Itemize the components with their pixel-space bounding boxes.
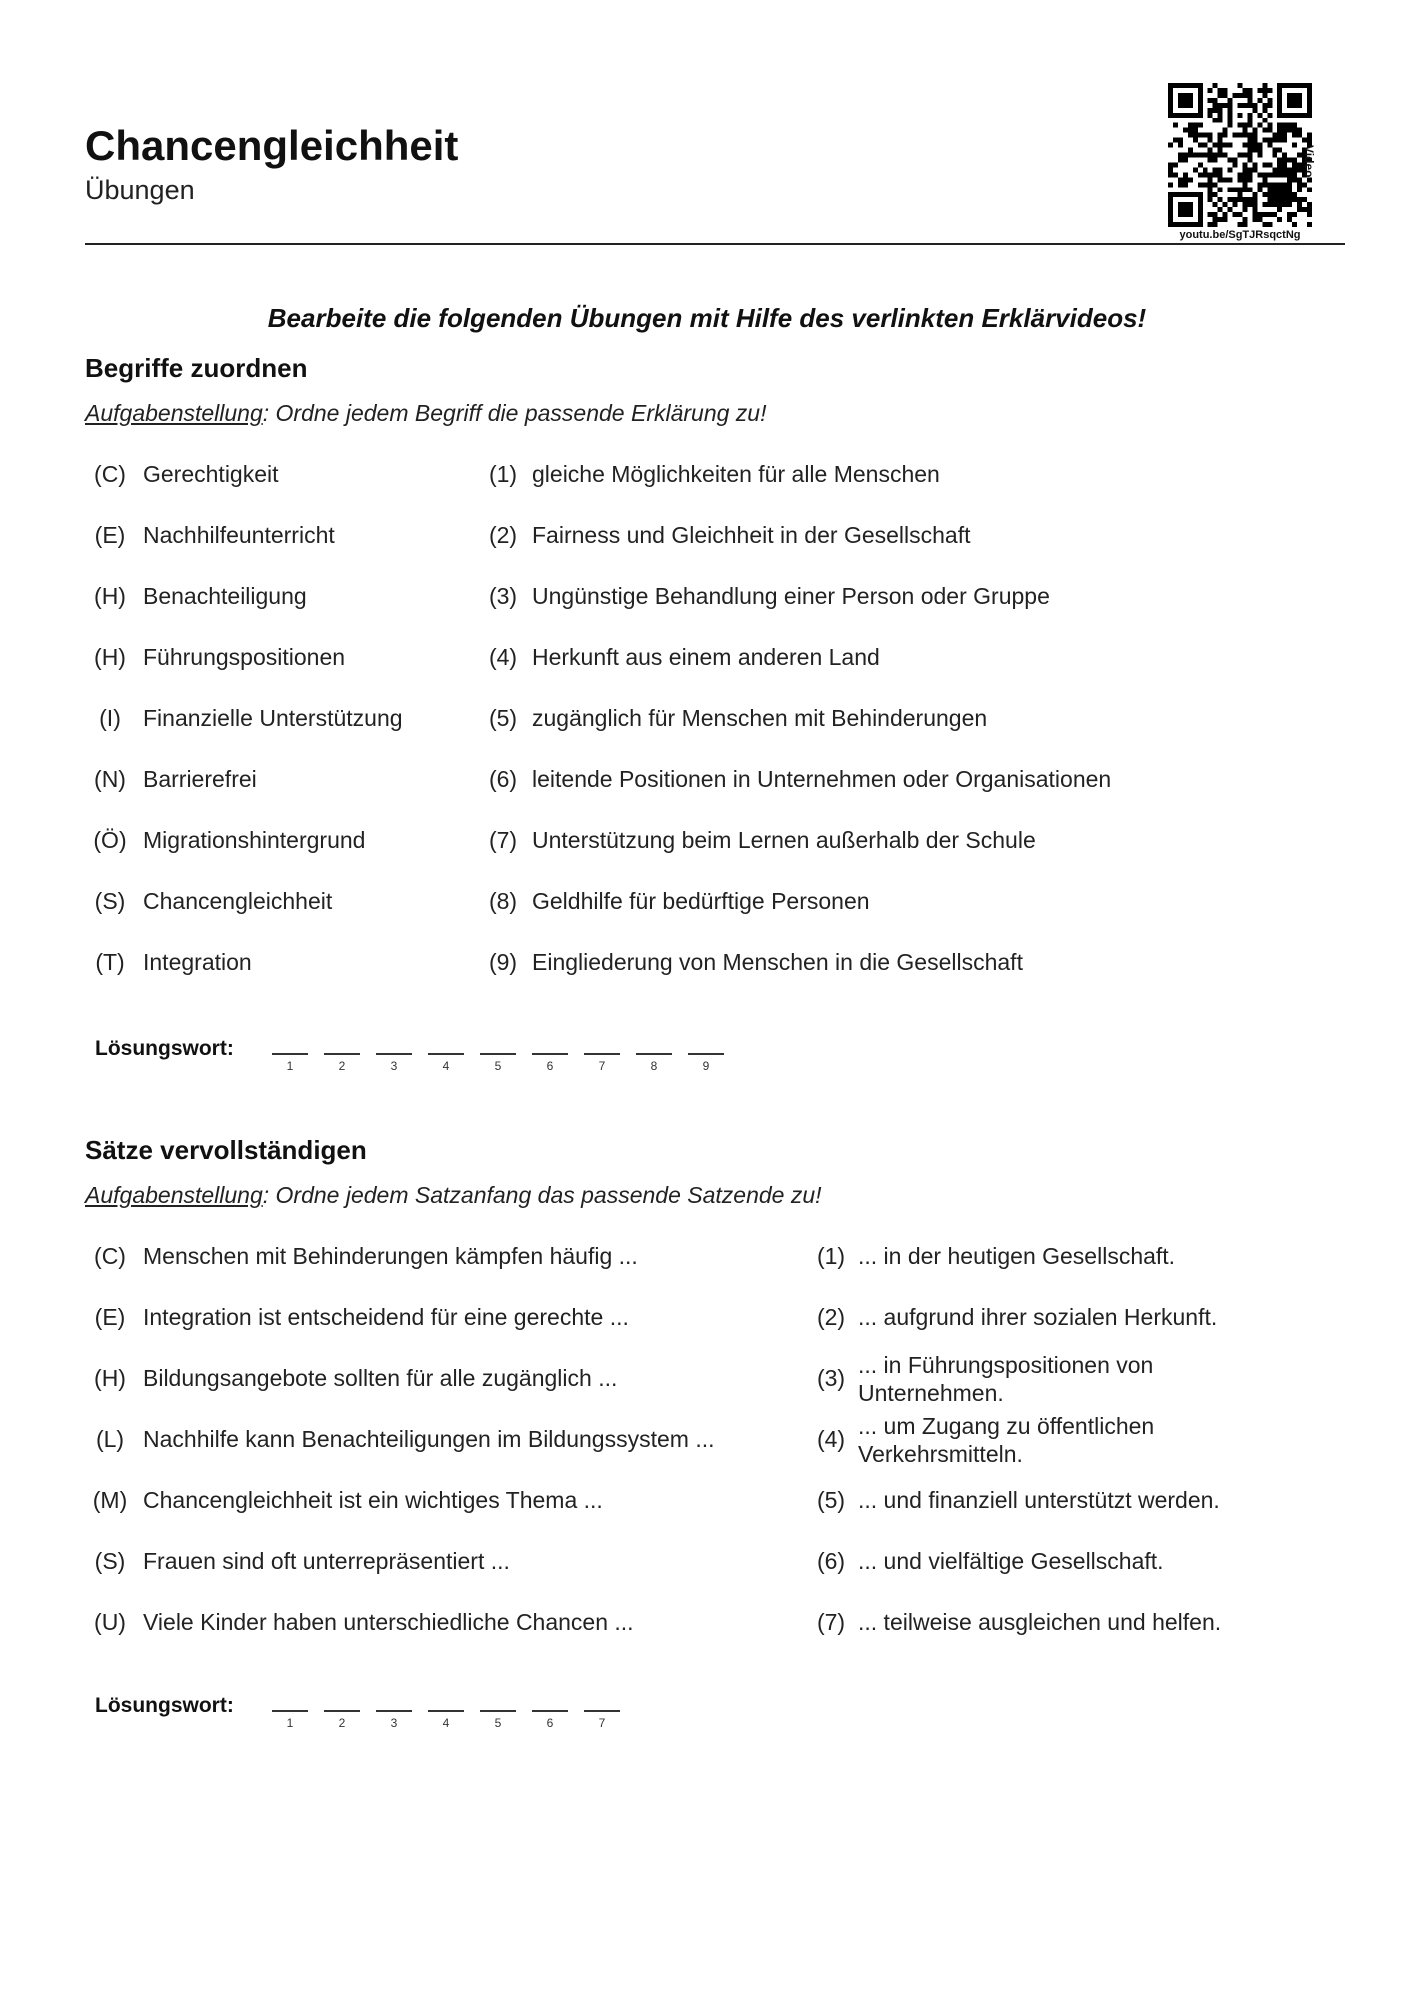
solution-blank[interactable] bbox=[478, 1700, 518, 1740]
list-item bbox=[0, 1609, 1414, 1649]
sentence-end-continued: Verkehrsmitteln. bbox=[858, 1441, 1023, 1467]
list-item bbox=[0, 461, 1414, 501]
term-label: (I) bbox=[99, 705, 121, 731]
list-item bbox=[0, 1548, 1414, 1588]
list-item bbox=[0, 644, 1414, 684]
task-description bbox=[85, 1182, 822, 1209]
sentence-end: ... um Zugang zu öffentlichen bbox=[858, 1413, 1155, 1439]
term-label: (S) bbox=[94, 888, 126, 914]
term-text: Chancengleichheit bbox=[143, 888, 333, 914]
solution-blank[interactable] bbox=[374, 1700, 414, 1740]
definition-number: (4) bbox=[488, 644, 518, 670]
term-label: (T) bbox=[95, 949, 125, 975]
definition-text: Ungünstige Behandlung einer Person oder Gruppe bbox=[532, 583, 1050, 609]
definition-number: (8) bbox=[488, 888, 518, 914]
list-item bbox=[0, 949, 1414, 989]
blank-number: 9 bbox=[702, 1059, 710, 1073]
solution-blank[interactable] bbox=[582, 1043, 622, 1083]
sentence-label: (C) bbox=[94, 1243, 126, 1269]
list-item bbox=[0, 705, 1414, 745]
definition-number: (3) bbox=[488, 583, 518, 609]
ending-number: (3) bbox=[816, 1365, 846, 1391]
task-description bbox=[85, 400, 767, 427]
section-title-saetze: Sätze vervollständigen bbox=[85, 1135, 367, 1165]
solution-blank[interactable] bbox=[686, 1043, 726, 1083]
ending-number: (5) bbox=[816, 1487, 846, 1513]
list-item bbox=[0, 888, 1414, 928]
sentence-start: Chancengleichheit ist ein wichtiges Thema ... bbox=[143, 1487, 603, 1513]
blank-number: 6 bbox=[546, 1716, 554, 1730]
header-divider bbox=[85, 243, 1345, 245]
ending-number: (2) bbox=[816, 1304, 846, 1330]
section-title-begriffe: Begriffe zuordnen bbox=[85, 353, 308, 383]
term-text: Barrierefrei bbox=[143, 766, 257, 792]
blank-number: 7 bbox=[598, 1716, 606, 1730]
blank-number: 7 bbox=[598, 1059, 606, 1073]
task-label: Aufgabenstellung bbox=[85, 1182, 263, 1208]
task-label: Aufgabenstellung bbox=[85, 400, 263, 426]
blank-number: 8 bbox=[650, 1059, 658, 1073]
term-text: Finanzielle Unterstützung bbox=[143, 705, 403, 731]
sentence-end: ... aufgrund ihrer sozialen Herkunft. bbox=[858, 1304, 1218, 1330]
sentence-start: Integration ist entscheidend für eine gerechte ... bbox=[143, 1304, 629, 1330]
video-label: Video bbox=[1302, 145, 1316, 178]
solution-blank[interactable] bbox=[634, 1043, 674, 1083]
ending-number: (1) bbox=[816, 1243, 846, 1269]
term-text: Gerechtigkeit bbox=[143, 461, 279, 487]
blank-number: 4 bbox=[442, 1059, 450, 1073]
sentence-label: (L) bbox=[95, 1426, 125, 1452]
definition-text: Eingliederung von Menschen in die Gesellschaft bbox=[532, 949, 1023, 975]
solution-blank[interactable] bbox=[530, 1043, 570, 1083]
sentence-start: Bildungsangebote sollten für alle zugänglich ... bbox=[143, 1365, 618, 1391]
definition-text: Geldhilfe für bedürftige Personen bbox=[532, 888, 870, 914]
solution-blank[interactable] bbox=[426, 1700, 466, 1740]
sentence-start: Menschen mit Behinderungen kämpfen häufig ... bbox=[143, 1243, 638, 1269]
term-text: Migrationshintergrund bbox=[143, 827, 366, 853]
solution-blank[interactable] bbox=[322, 1043, 362, 1083]
main-instruction: Bearbeite die folgenden Übungen mit Hilfe des verlinkten Erklärvideos! bbox=[267, 303, 1147, 333]
page-header bbox=[85, 0, 1345, 246]
definition-text: Unterstützung beim Lernen außerhalb der Schule bbox=[532, 827, 1036, 853]
blank-number: 3 bbox=[390, 1716, 398, 1730]
term-text: Integration bbox=[143, 949, 252, 975]
solution-blank[interactable] bbox=[374, 1043, 414, 1083]
task-text: : Ordne jedem Satzanfang das passende Satzende zu! bbox=[262, 1182, 822, 1208]
definition-number: (5) bbox=[488, 705, 518, 731]
term-label: (E) bbox=[94, 522, 126, 548]
sentence-label: (M) bbox=[92, 1487, 128, 1513]
sentence-label: (U) bbox=[94, 1609, 126, 1635]
blank-number: 1 bbox=[286, 1716, 294, 1730]
term-text: Benachteiligung bbox=[143, 583, 307, 609]
sentence-label: (E) bbox=[94, 1304, 126, 1330]
solution-blank[interactable] bbox=[478, 1043, 518, 1083]
blank-number: 3 bbox=[390, 1059, 398, 1073]
definition-number: (1) bbox=[488, 461, 518, 487]
blank-number: 2 bbox=[338, 1059, 346, 1073]
solution-blank[interactable] bbox=[270, 1700, 310, 1740]
solution-label: Lösungswort: bbox=[95, 1694, 234, 1717]
definition-text: Herkunft aus einem anderen Land bbox=[532, 644, 880, 670]
definition-number: (9) bbox=[488, 949, 518, 975]
sentence-end: ... in Führungspositionen von bbox=[858, 1352, 1154, 1378]
sentence-label: (S) bbox=[94, 1548, 126, 1574]
sentence-end: ... und finanziell unterstützt werden. bbox=[858, 1487, 1220, 1513]
term-label: (H) bbox=[94, 583, 126, 609]
list-item bbox=[0, 1352, 1414, 1406]
definition-number: (6) bbox=[488, 766, 518, 792]
list-item bbox=[0, 766, 1414, 806]
list-item bbox=[0, 1243, 1414, 1283]
definition-text: leitende Positionen in Unternehmen oder Organisationen bbox=[532, 766, 1112, 792]
sentence-end: ... teilweise ausgleichen und helfen. bbox=[858, 1609, 1222, 1635]
qr-link-caption[interactable]: youtu.be/SgTJRsqctNg bbox=[1179, 229, 1301, 241]
definition-text: zugänglich für Menschen mit Behinderungen bbox=[532, 705, 988, 731]
list-item bbox=[0, 1487, 1414, 1527]
task-text: : Ordne jedem Begriff die passende Erklärung zu! bbox=[262, 400, 767, 426]
page-subtitle: Übungen bbox=[85, 175, 195, 205]
sentence-end-continued: Unternehmen. bbox=[858, 1380, 1004, 1406]
term-label: (H) bbox=[94, 644, 126, 670]
term-label: (C) bbox=[94, 461, 126, 487]
term-text: Nachhilfeunterricht bbox=[143, 522, 335, 548]
solution-blank[interactable] bbox=[582, 1700, 622, 1740]
page-title: Chancengleichheit bbox=[85, 122, 459, 169]
solution-blank[interactable] bbox=[530, 1700, 570, 1740]
blank-number: 2 bbox=[338, 1716, 346, 1730]
solution-label: Lösungswort: bbox=[95, 1037, 234, 1060]
list-item bbox=[0, 1413, 1414, 1467]
term-text: Führungspositionen bbox=[143, 644, 346, 670]
solution-blank[interactable] bbox=[426, 1043, 466, 1083]
sentence-start: Viele Kinder haben unterschiedliche Chancen ... bbox=[143, 1609, 634, 1635]
solution-blank[interactable] bbox=[270, 1043, 310, 1083]
ending-number: (6) bbox=[816, 1548, 846, 1574]
list-item bbox=[0, 522, 1414, 562]
sentence-end: ... in der heutigen Gesellschaft. bbox=[858, 1243, 1176, 1269]
sentence-start: Nachhilfe kann Benachteiligungen im Bildungssystem ... bbox=[143, 1426, 715, 1452]
blank-number: 6 bbox=[546, 1059, 554, 1073]
sentence-start: Frauen sind oft unterrepräsentiert ... bbox=[143, 1548, 510, 1574]
blank-number: 1 bbox=[286, 1059, 294, 1073]
blank-number: 5 bbox=[494, 1716, 502, 1730]
definition-text: Fairness und Gleichheit in der Gesellschaft bbox=[532, 522, 971, 548]
definition-text: gleiche Möglichkeiten für alle Menschen bbox=[532, 461, 940, 487]
term-label: (Ö) bbox=[93, 827, 127, 853]
blank-number: 4 bbox=[442, 1716, 450, 1730]
list-item bbox=[0, 827, 1414, 867]
ending-number: (4) bbox=[816, 1426, 846, 1452]
definition-number: (7) bbox=[488, 827, 518, 853]
list-item bbox=[0, 1304, 1414, 1344]
list-item bbox=[0, 583, 1414, 623]
ending-number: (7) bbox=[816, 1609, 846, 1635]
qr-code-icon[interactable] bbox=[1168, 83, 1312, 227]
sentence-label: (H) bbox=[94, 1365, 126, 1391]
definition-number: (2) bbox=[488, 522, 518, 548]
term-label: (N) bbox=[94, 766, 126, 792]
blank-number: 5 bbox=[494, 1059, 502, 1073]
sentence-end: ... und vielfältige Gesellschaft. bbox=[858, 1548, 1164, 1574]
solution-blank[interactable] bbox=[322, 1700, 362, 1740]
